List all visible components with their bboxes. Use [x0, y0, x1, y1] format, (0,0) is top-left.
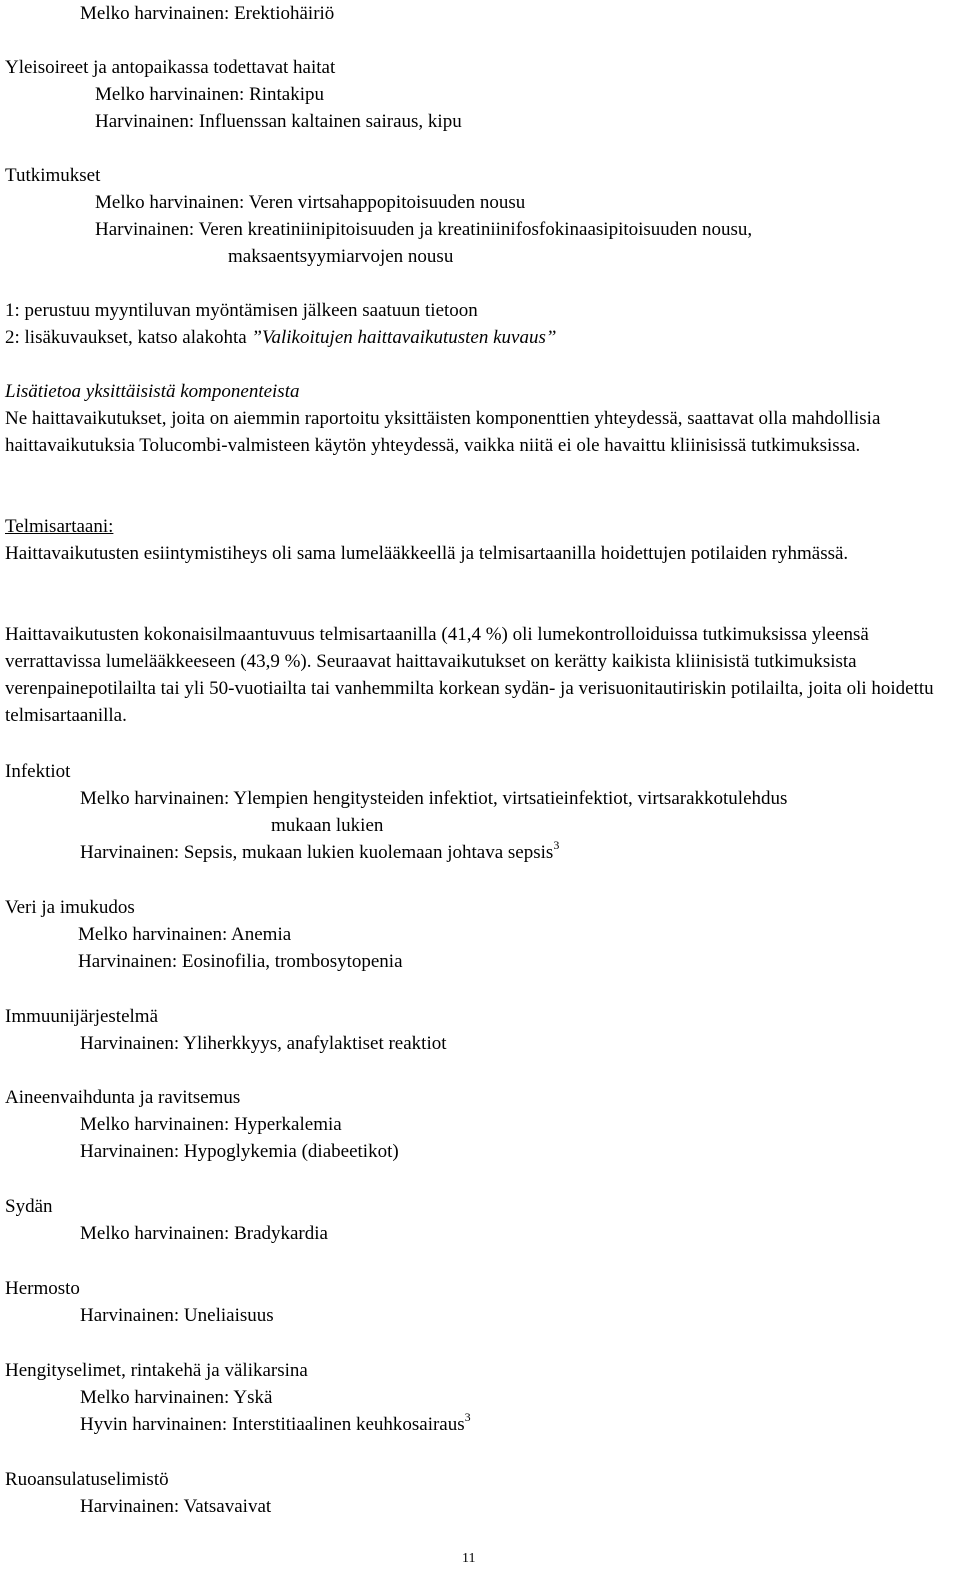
telmisartaani-paragraph-1: Haittavaikutusten esiintymistiheys oli sama lumelääkkeellä ja telmisartaanilla hoidettujen potilaiden ryhmässä. — [5, 543, 849, 564]
yleis-line: Harvinainen: Influenssan kaltainen sairaus, kipu — [95, 111, 462, 132]
infektiot-heading: Infektiot — [5, 761, 71, 782]
hermosto-heading: Hermosto — [5, 1278, 80, 1299]
lisatietoa-heading: Lisätietoa yksittäisistä komponenteista — [5, 381, 300, 402]
footnote-2 — [5, 324, 556, 351]
tutkimukset-line: maksaentsyymiarvojen nousu — [228, 246, 454, 267]
immuuni-heading: Immuunijärjestelmä — [5, 1006, 159, 1027]
telmisartaani-heading: Telmisartaani: — [5, 516, 114, 537]
tutkimukset-line: Harvinainen: Veren kreatiniinipitoisuuden ja kreatiniinifosfokinaasipitoisuuden nousu, — [95, 219, 753, 240]
footnote-1: 1: perustuu myyntiluvan myöntämisen jälkeen saatuun tietoon — [5, 300, 478, 321]
hengitys-line: Melko harvinainen: Yskä — [80, 1387, 273, 1408]
hermosto-line: Harvinainen: Uneliaisuus — [80, 1305, 274, 1326]
infektiot-line-continued: mukaan lukien — [271, 815, 384, 836]
yleis-line: Melko harvinainen: Rintakipu — [95, 84, 325, 105]
erektio-line: Melko harvinainen: Erektiohäiriö — [80, 3, 335, 24]
ruoansulatus-heading: Ruoansulatuselimistö — [5, 1469, 169, 1490]
aineenvaihdunta-line: Melko harvinainen: Hyperkalemia — [80, 1114, 342, 1135]
telmisartaani-paragraph-2: Haittavaikutusten kokonaisilmaantuvuus telmisartaanilla (41,4 %) oli lumekontrolloiduissa tutkimuksissa yleensä verrattavissa lumelääkkeeseen (43,9 %). Seuraavat haittavaikutukset on kerätty kaikista kliinisistä tutkimuksista verenpainepotilailta tai yli 50-vuotiailta tai vanhemmilta korkean sydän- ja verisuonitautiriskin potilailta, joita oli hoidettu telmisartaanilla. — [5, 624, 934, 726]
page-number: 11 — [462, 1551, 476, 1566]
yleis-heading: Yleisoireet ja antopaikassa todettavat haitat — [5, 57, 336, 78]
hengitys-heading: Hengityselimet, rintakehä ja välikarsina — [5, 1360, 308, 1381]
tutkimukset-line: Melko harvinainen: Veren virtsahappopitoisuuden nousu — [95, 192, 526, 213]
hengitys-line — [80, 1411, 471, 1438]
immuuni-line: Harvinainen: Yliherkkyys, anafylaktiset reaktiot — [80, 1033, 447, 1054]
lisatietoa-paragraph: Ne haittavaikutukset, joita on aiemmin raportoitu yksittäisten komponenttien yhteydessä, saattavat olla mahdollisia haittavaikutuksia Tolucombi-valmisteen käytön yhteydessä, vaikka niitä ei ole havaittu kliinisissä tutkimuksissa. — [5, 408, 881, 456]
aineenvaihdunta-line: Harvinainen: Hypoglykemia (diabeetikot) — [80, 1141, 399, 1162]
aineenvaihdunta-heading: Aineenvaihdunta ja ravitsemus — [5, 1087, 241, 1108]
footnote-2-text: 2: lisäkuvaukset, katso alakohta — [5, 327, 252, 348]
ruoansulatus-line: Harvinainen: Vatsavaivat — [80, 1496, 272, 1517]
veri-line: Melko harvinainen: Anemia — [78, 924, 292, 945]
infektiot-line: Melko harvinainen: Ylempien hengitysteiden infektiot, virtsatieinfektiot, virtsarakkotulehdus — [80, 788, 788, 809]
veri-line: Harvinainen: Eosinofilia, trombosytopenia — [78, 951, 403, 972]
sydan-heading: Sydän — [5, 1196, 53, 1217]
footnote-marker: 3 — [553, 837, 560, 852]
infektiot-sepsis-text: Harvinainen: Sepsis, mukaan lukien kuolemaan johtava sepsis — [80, 842, 554, 863]
footnote-marker: 3 — [464, 1409, 471, 1424]
veri-heading: Veri ja imukudos — [5, 897, 135, 918]
footnote-2-reference: ”Valikoitujen haittavaikutusten kuvaus” — [251, 327, 557, 348]
tutkimukset-heading: Tutkimukset — [5, 165, 101, 186]
hengitys-keuhko-text: Hyvin harvinainen: Interstitiaalinen keuhkosairaus — [80, 1414, 465, 1435]
sydan-line: Melko harvinainen: Bradykardia — [80, 1223, 328, 1244]
infektiot-line — [80, 839, 559, 866]
